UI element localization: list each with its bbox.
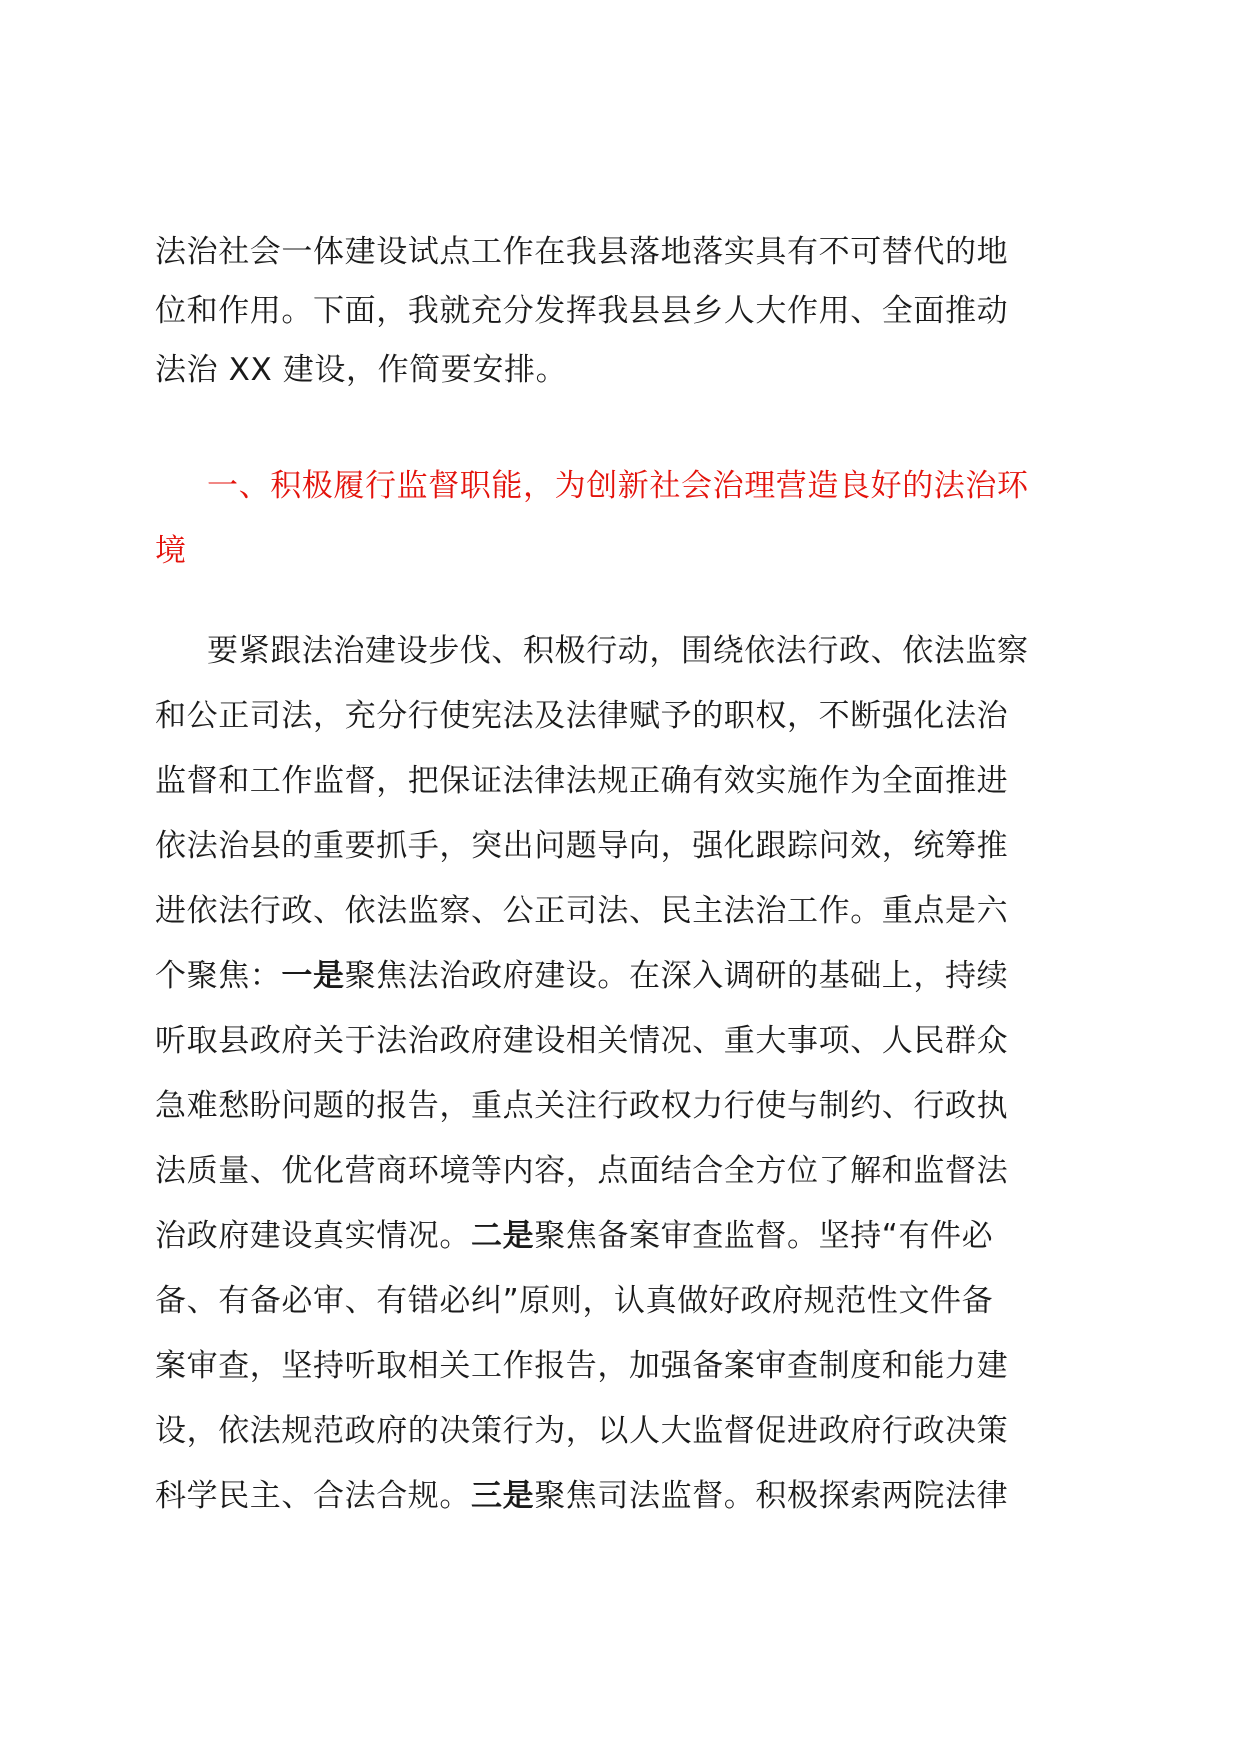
- emphasis-first: 一是: [281, 958, 345, 994]
- section-heading-line-1: 一、积极履行监督职能，为创新社会治理营造良好的法治环: [207, 468, 1029, 504]
- paragraph-line-8: 急难愁盼问题的报告，重点关注行政权力行使与制约、行政执: [155, 1088, 1009, 1124]
- intro-line-3: 法治 XX 建设，作简要安排。: [155, 352, 568, 388]
- paragraph-line-9: 法质量、优化营商环境等内容，点面结合全方位了解和监督法: [155, 1153, 1009, 1189]
- intro-line-1: 法治社会一体建设试点工作在我县落地落实具有不可替代的地: [155, 234, 1009, 270]
- paragraph-line-1: 要紧跟法治建设步伐、积极行动，围绕依法行政、依法监察: [207, 633, 1029, 669]
- paragraph-line-13: 设，依法规范政府的决策行为，以人大监督促进政府行政决策: [155, 1413, 1009, 1449]
- paragraph-line-11: 备、有备必审、有错必纠”原则，认真做好政府规范性文件备: [155, 1283, 994, 1319]
- paragraph-line-4: 依法治县的重要抓手，突出问题导向，强化跟踪问效，统筹推: [155, 828, 1009, 864]
- intro-line-2: 位和作用。下面，我就充分发挥我县县乡人大作用、全面推动: [155, 293, 1009, 329]
- paragraph-line-12: 案审查，坚持听取相关工作报告，加强备案审查制度和能力建: [155, 1348, 1009, 1384]
- paragraph-line-5: 进依法行政、依法监察、公正司法、民主法治工作。重点是六: [155, 893, 1009, 929]
- text-segment: 聚焦备案审查监督。坚持“有件必: [534, 1218, 994, 1254]
- paragraph-line-14: [155, 1470, 1008, 1515]
- section-heading-line-2: 境: [155, 533, 187, 569]
- text-segment: 治政府建设真实情况。: [155, 1218, 471, 1254]
- emphasis-third: 三是: [471, 1478, 535, 1514]
- paragraph-line-7: 听取县政府关于法治政府建设相关情况、重大事项、人民群众: [155, 1023, 1009, 1059]
- paragraph-line-3: 监督和工作监督，把保证法律法规正确有效实施作为全面推进: [155, 763, 1009, 799]
- emphasis-second: 二是: [471, 1218, 535, 1254]
- paragraph-line-2: 和公正司法，充分行使宪法及法律赋予的职权，不断强化法治: [155, 698, 1009, 734]
- text-segment: 聚焦司法监督。积极探索两院法律: [534, 1478, 1009, 1514]
- paragraph-line-6: [155, 950, 1008, 995]
- text-segment: 科学民主、合法合规。: [155, 1478, 471, 1514]
- text-segment: 个聚焦：: [155, 958, 282, 994]
- paragraph-line-10: [155, 1210, 993, 1255]
- text-segment: 聚焦法治政府建设。在深入调研的基础上，持续: [344, 958, 1009, 994]
